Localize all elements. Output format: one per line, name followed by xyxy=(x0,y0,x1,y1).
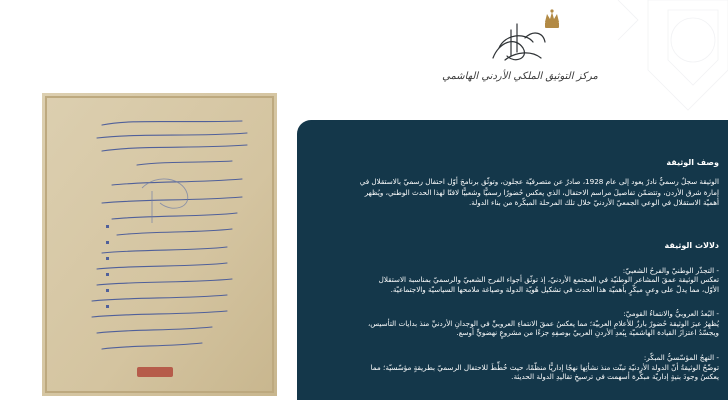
significance-item-title: - التجذّر الوطنيّ والفرحُ الشعبيّ: xyxy=(622,265,719,275)
significance-item-line: الأوّل، مما يدلّ على وعيٍ مبكّرٍ بأهميّة هذا الحدث في تشكيل هُويّة الدولة وصياغة ملامحها السياسيّة والاجتماعيّة. xyxy=(390,284,719,294)
description-line: الوثيقة سجلٌ رسميٌّ نادرٌ يعود إلى عام 1928، صادرٌ عن متصرفيّة عجلون، وتوثّق برنامجَ أوّل احتفال رسميّ بالاستقلال في xyxy=(359,177,719,186)
document-info-panel xyxy=(297,120,728,400)
description-line: إمارة شرق الأردن، وتتضمّن تفاصيلَ مراسم الاحتفال، الذي يعكس حُضورًا رسميًّا وشعبيًّا لافتًا لهذا الحدث الوطني، ويُظهر xyxy=(364,187,719,197)
significance-item xyxy=(307,353,719,382)
significance-item-line: يُظهِرُ عبرَ الوثيقة حُضورٌ بارزٌ للأعلامِ العربيّة؛ مما يعكسُ عمقَ الانتماءِ العروبيِّ في الوجدانِ الأردنيِّ منذ بدايات التأسيس، xyxy=(367,318,719,328)
significance-item-line: ويجسّدُ اعتزازَ القيادة الهاشميّة بِبُعدِ الأردنِ العربيّ بوصفِهِ جزءًا من مشروعٍ نهضويٍّ أوسع. xyxy=(456,328,719,338)
historical-document-image xyxy=(42,93,277,396)
significance-item xyxy=(307,266,719,295)
royal-tughra-crown-icon xyxy=(485,8,565,68)
significance-item-line: يعكسُ وجودَ بنيةٍ إداريّة مبكّرة أسهمت في ترسيخِ تقاليدِ الدولة الحديثة. xyxy=(511,372,719,382)
description-title: وصف الوثيقة xyxy=(666,158,719,167)
significance-item-line: تعكس الوثيقة عمقَ المشاعر الوطنيّة في المجتمع الأردنيّ، إذ توثّق أجواء الفرح الشعبيّ والرسميّ بمناسبة الاستقلال xyxy=(378,275,719,285)
description-line: أهميّة الاستقلال في الوعي الجمعيّ الأردنيّ خلال تلك المرحلة المبكّرة من بناء الدولة. xyxy=(468,198,719,207)
significance-item-line: توضّحُ الوثيقةُ أنّ الدولة الأردنيّة تبنّت منذ نشأتِها نهجًا إداريًّا منظّمًا، حيث خُطِّطَ للاحتفال الرسميّ بطريقةٍ مؤسّسيّة؛ مما xyxy=(370,362,719,372)
center-name: مركز التوثيق الملكي الأردني الهاشمي xyxy=(442,71,598,82)
header xyxy=(440,8,600,93)
significance-item-title: - النهجُ المؤسّسيُّ المبكّر: xyxy=(643,353,719,363)
significance-title: دلالات الوثيقة xyxy=(664,240,719,250)
significance-item xyxy=(307,309,719,338)
significance-item-title: - البُعدُ العروبيُّ والانتماءُ القوميّ: xyxy=(623,309,719,319)
description-text xyxy=(307,177,719,209)
